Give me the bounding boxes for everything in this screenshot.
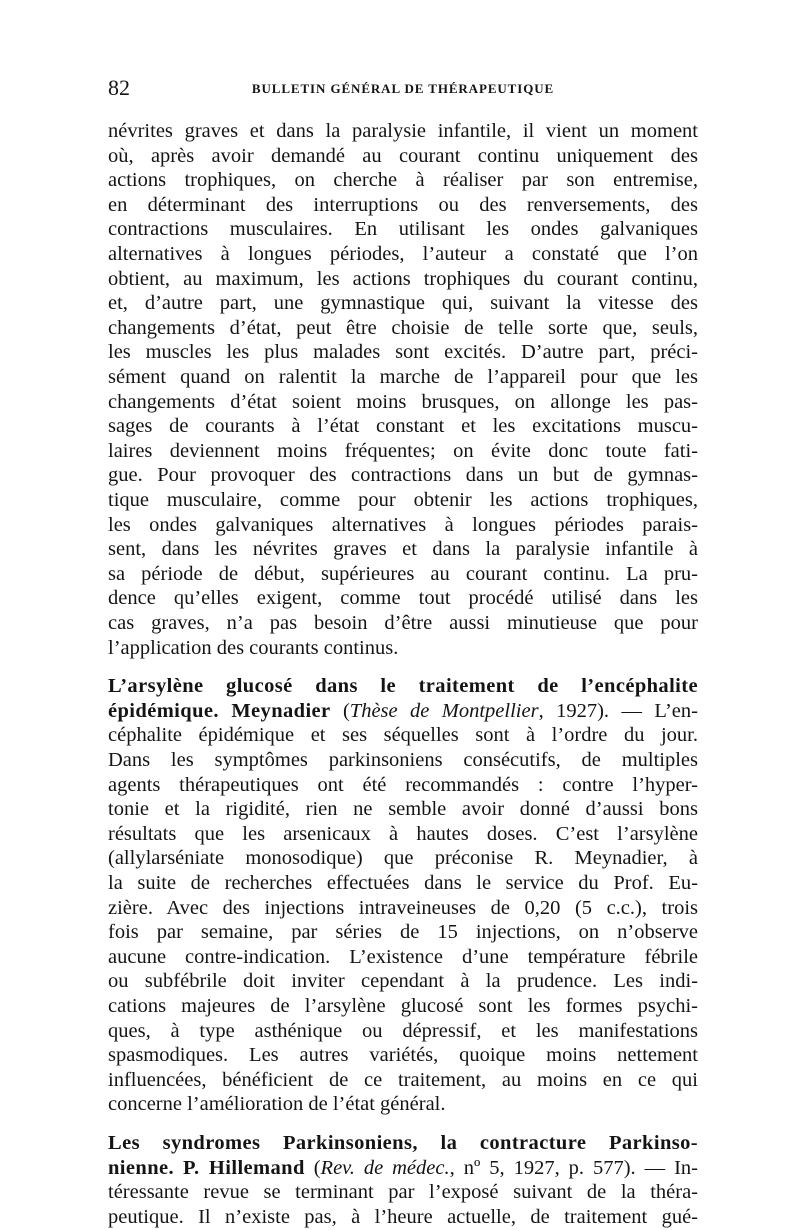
- article-title: Les syndromes Parkinsoniens, la contracture Parkinso-: [108, 1132, 698, 1154]
- paragraph-line: changements d’état soient moins brusques, on allonge les pas-: [108, 391, 698, 413]
- paragraph-line: (allylarséniate monosodique) que préconise R. Meynadier, à: [108, 847, 698, 869]
- article-source: Thèse de Montpellier: [349, 700, 539, 722]
- paragraph-line: céphalite épidémique et ses séquelles sont à l’ordre du jour.: [108, 724, 698, 746]
- paragraph-line: la suite de recherches effectuées dans le service du Prof. Eu-: [108, 872, 698, 894]
- paragraph-line: l’application des courants continus.: [108, 637, 399, 659]
- paragraph-line: tique musculaire, comme pour obtenir les actions trophiques,: [108, 489, 698, 511]
- paragraph-line: tonie et la rigidité, rien ne semble avoir donné d’aussi bons: [108, 798, 698, 820]
- paragraph-line: sément quand on ralentit la marche de l’appareil pour que les: [108, 366, 698, 388]
- article-title-continued: épidémique.: [108, 700, 219, 722]
- paragraph-line: changements d’état, peut être choisie de telle sorte que, seuls,: [108, 317, 698, 339]
- paragraph-line: laires deviennent moins fréquentes; on évite donc toute fati-: [108, 440, 698, 462]
- paragraph-line: concerne l’amélioration de l’état général.: [108, 1093, 446, 1115]
- paragraph-line: névrites graves et dans la paralysie infantile, il vient un moment: [108, 120, 698, 142]
- paragraph-line: en déterminant des interruptions ou des renversements, des: [108, 194, 698, 216]
- paragraph-line: sages de courants à l’état constant et les excitations muscu-: [108, 415, 698, 437]
- paragraph-line: cas graves, n’a pas besoin d’être aussi minutieuse que pour: [108, 612, 698, 634]
- paragraph-line: actions trophiques, on cherche à réaliser par son entremise,: [108, 169, 698, 191]
- page-number: 82: [108, 75, 130, 100]
- paragraph-line: fois par semaine, par séries de 15 injections, on n’observe: [108, 921, 698, 943]
- citation-rest: , 1927). — L’en-: [538, 700, 698, 722]
- paragraph-line: zière. Avec des injections intraveineuses de 0,20 (5 c.c.), trois: [108, 897, 698, 919]
- paragraph-line: contractions musculaires. En utilisant les ondes galvaniques: [108, 218, 698, 240]
- paragraph-line: les muscles les plus malades sont excités. D’autre part, préci-: [108, 341, 698, 363]
- page-header: [108, 74, 698, 102]
- paragraph-line: résultats que les arsenicaux à hautes doses. C’est l’arsylène: [108, 823, 698, 845]
- running-title: BULLETIN GÉNÉRAL DE THÉRAPEUTIQUE: [251, 81, 555, 96]
- paragraph-line: sa période de début, supérieures au courant continu. La pru-: [108, 563, 698, 585]
- paragraph-line: où, après avoir demandé au courant continu uniquement des: [108, 145, 698, 167]
- paragraph-line: sent, dans les névrites graves et dans la paralysie infantile à: [108, 538, 698, 560]
- article-citation-line: [108, 698, 698, 724]
- paragraph-line: dence qu’elles exigent, comme tout procédé utilisé dans les: [108, 587, 698, 609]
- paragraph-line: obtient, au maximum, les actions trophiques du courant continu,: [108, 268, 698, 290]
- article-title: L’arsylène glucosé dans le traitement de l’encéphalite: [108, 675, 698, 697]
- article-source: Rev. de médec.: [320, 1157, 450, 1179]
- article-author: Meynadier: [231, 700, 331, 722]
- paragraph-line: ou subfébrile doit inviter cependant à la prudence. Les indi-: [108, 970, 698, 992]
- paragraph-line: Dans les symptômes parkinsoniens consécutifs, de multiples: [108, 749, 698, 771]
- paragraph-line: téressante revue se terminant par l’exposé suivant de la théra-: [108, 1181, 698, 1203]
- article-citation-line: [108, 1155, 698, 1181]
- article-title-continued: nienne.: [108, 1157, 175, 1179]
- paragraph-line: alternatives à longues périodes, l’auteur a constaté que l’on: [108, 243, 698, 265]
- paragraph-line: et, d’autre part, une gymnastique qui, suivant la vitesse des: [108, 292, 698, 314]
- paragraph-line: agents thérapeutiques ont été recommandés : contre l’hyper-: [108, 774, 698, 796]
- paragraph-line: ques, à type asthénique ou dépressif, et les manifestations: [108, 1020, 698, 1042]
- paragraph-line: les ondes galvaniques alternatives à longues périodes parais-: [108, 514, 698, 536]
- paragraph-line: aucune contre-indication. L’existence d’une température fébrile: [108, 946, 698, 968]
- citation-open: (: [313, 1157, 321, 1179]
- paragraph-line: cations majeures de l’arsylène glucosé sont les formes psychi-: [108, 995, 698, 1017]
- citation-open: (: [342, 700, 350, 722]
- paragraph-line: influencées, bénéficient de ce traitement, au moins en ce qui: [108, 1069, 698, 1091]
- paragraph-line: spasmodiques. Les autres variétés, quoique moins nettement: [108, 1044, 698, 1066]
- paragraph-line: gue. Pour provoquer des contractions dans un but de gymnas-: [108, 464, 698, 486]
- paragraph-line: peutique. Il n’existe pas, à l’heure actuelle, de traitement gué-: [108, 1206, 698, 1228]
- citation-rest: , nº 5, 1927, p. 577). — In-: [449, 1157, 698, 1179]
- article-author: P. Hillemand: [182, 1157, 305, 1179]
